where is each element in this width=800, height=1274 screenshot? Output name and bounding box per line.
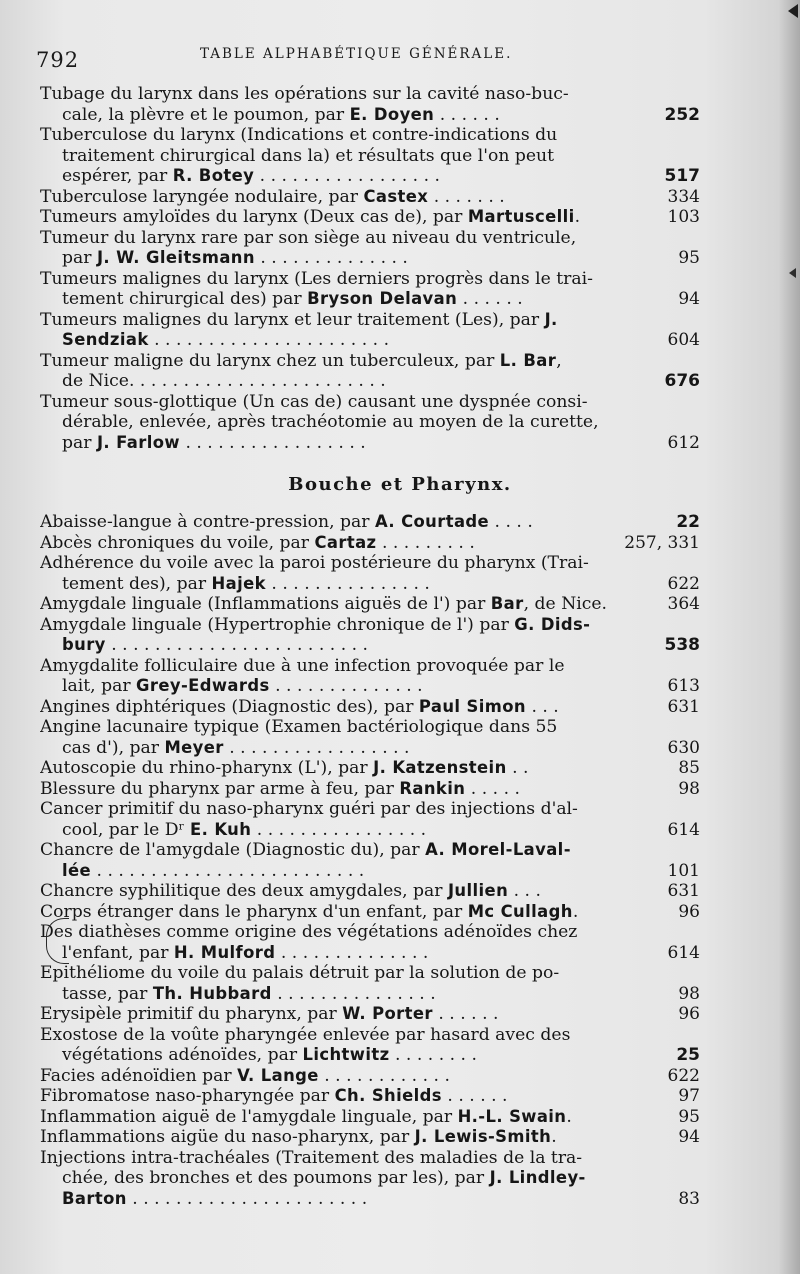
page-reference: 94 — [678, 1127, 700, 1147]
author-name: Sendziak — [62, 330, 149, 349]
entry-line — [40, 269, 720, 290]
entry-line — [40, 656, 720, 677]
author-name: Barton — [62, 1188, 127, 1208]
entry-text: Tumeur sous-glottique (Un cas de) causant une dyspnée consi- — [40, 391, 588, 412]
page-reference: 614 — [667, 942, 700, 963]
author-name: J. W. Gleitsmann — [96, 248, 255, 267]
entry-text: Injections intra-trachéales (Traitement des maladies de la tra- — [40, 1147, 583, 1168]
entry-text: Corps étranger dans le pharynx d'un enfant, par — [40, 901, 468, 922]
entry-text: Tumeur du larynx rare par son siège au niveau du ventricule, — [40, 227, 577, 248]
author-name: R. Botey — [172, 166, 255, 185]
entry-text: . . . . . . . . . . . . . . . . . — [254, 166, 440, 186]
author-name: Th. Hubbard — [152, 983, 272, 1003]
author-name: bury — [62, 635, 106, 654]
page-reference: 631 — [667, 696, 700, 717]
page-edge-mark — [789, 268, 796, 278]
entry-line — [40, 1168, 720, 1189]
entry-line — [40, 922, 720, 943]
page-reference: 630 — [667, 737, 700, 758]
entry-text: Abaisse-langue à contre-pression, par — [40, 512, 375, 532]
entry-text: traitement chirurgical dans la) et résultats que l'on peut — [62, 145, 555, 166]
entry-text: tasse, par — [62, 983, 153, 1004]
author-name: Paul Simon — [418, 696, 526, 716]
page-reference: 334 — [667, 186, 700, 207]
entry-line — [40, 963, 720, 984]
author-name: Bryson Delavan — [307, 289, 458, 308]
entry-text: végétations adénoïdes, par — [62, 1045, 303, 1065]
page-reference: 101 — [667, 860, 700, 881]
entry-text: l'enfant, par — [62, 942, 174, 963]
entry-text: Tuberculose laryngée nodulaire, par — [40, 186, 364, 207]
entry-line — [40, 553, 720, 574]
entry-text: Amygdalite folliculaire due à une infection provoquée par le — [40, 655, 565, 676]
page-reference: 97 — [678, 1086, 700, 1106]
page-reference: 612 — [667, 432, 700, 453]
pencil-bracket-mark — [46, 918, 69, 964]
entry-text: Amygdale linguale (Hypertrophie chronique de l') par — [40, 614, 515, 635]
author-name: Cartaz — [314, 532, 377, 552]
author-name: Lichtwitz — [302, 1045, 390, 1064]
entry-text: . — [566, 1106, 572, 1127]
author-name: lée — [62, 860, 92, 880]
author-name: Ch. Shields — [334, 1086, 442, 1105]
entry-text: . . . . . . . . . . . . . . . . . . . . . . — [148, 330, 390, 350]
author-name: J. Katzenstein — [373, 758, 507, 777]
entry-text: . . . . . . . . — [389, 1045, 477, 1065]
entry-text: cool, par le Dʳ — [62, 819, 191, 840]
author-name: L. Bar — [499, 350, 557, 370]
author-name: Jullien — [447, 881, 509, 900]
author-name: J. Farlow — [96, 432, 180, 452]
running-head: TABLE ALPHABÉTIQUE GÉNÉRALE. — [200, 46, 513, 62]
entry-line — [40, 1025, 720, 1046]
entry-text: . . — [506, 758, 529, 778]
author-name: Hajek — [211, 573, 266, 593]
entry-text: Angine lacunaire typique (Examen bactériologique dans 55 — [40, 717, 558, 737]
entry-line — [40, 412, 720, 433]
entry-text: Chancre syphilitique des deux amygdales, par — [40, 881, 448, 901]
entry-text: Des diathèses comme origine des végétations adénoïdes chez — [40, 922, 578, 942]
page-reference: 631 — [667, 881, 700, 901]
entry-text: lait, par — [62, 676, 137, 696]
entry-text: tement des), par — [62, 573, 212, 594]
author-name: J. — [544, 309, 558, 329]
author-name: E. Kuh — [190, 819, 252, 839]
entry-line — [40, 1148, 720, 1169]
entry-text: . . . . . . — [432, 1004, 499, 1024]
author-name: A. Morel-Laval- — [425, 840, 571, 859]
entry-text: . . . . . . . . . . . . . . . . — [251, 819, 427, 840]
author-name: Meyer — [164, 737, 224, 757]
entry-text: . . . . . . . . . . . . . . . — [271, 983, 436, 1004]
entry-text: Inflammation aiguë de l'amygdale linguale, par — [40, 1106, 458, 1127]
entry-line — [40, 799, 720, 820]
entry-line — [40, 615, 720, 636]
author-name: W. Porter — [342, 1004, 433, 1023]
page-reference: 96 — [678, 901, 700, 922]
entry-text: . . . . . . . . . . . . . . . . . . . . . . . . — [105, 635, 369, 655]
page-number: 792 — [36, 48, 80, 72]
entry-text: Erysipèle primitif du pharynx, par — [40, 1004, 343, 1024]
entry-text: dérable, enlevée, après trachéotomie au moyen de la curette, — [62, 412, 599, 432]
entry-text: Inflammations aigüe du naso-pharynx, par — [40, 1127, 415, 1147]
entry-text: . . . . . . . . . . . . . . . — [265, 573, 430, 594]
author-name: Martuscelli — [467, 207, 575, 226]
entry-text: , de Nice. — [523, 594, 607, 614]
entry-line — [40, 228, 720, 249]
entry-text: . . . . . . . . . . . . . . . . . . . . . . . . . — [91, 860, 365, 881]
page-reference: 622 — [667, 1065, 700, 1086]
page-reference: 85 — [678, 758, 700, 778]
entry-text: . — [551, 1127, 557, 1147]
entry-text: . . . . . . — [457, 289, 523, 309]
author-name: G. Dids- — [514, 614, 591, 634]
author-name: Rankin — [399, 778, 466, 798]
entry-text: . . . . . . . . . . . . . . — [254, 248, 408, 268]
page-reference: 103 — [667, 207, 700, 227]
entry-text: . . . . . . — [434, 104, 500, 125]
entry-text: . . . . . . . . . . . . . . . . . . . . . . — [126, 1188, 368, 1209]
entry-text: Autoscopie du rhino-pharynx (L'), par — [40, 758, 374, 778]
page-reference: 257, 331 — [624, 532, 700, 553]
entry-text: Cancer primitif du naso-pharynx guéri par des injections d'al- — [40, 799, 578, 819]
entry-text: de Nice. . . . . . . . . . . . . . . . . . . . . . . . — [62, 371, 386, 391]
entry-text: cale, la plèvre et le poumon, par — [62, 104, 350, 125]
entry-text: . . . . . — [465, 778, 520, 799]
entry-text: chée, des bronches et des poumons par les), par — [62, 1168, 490, 1188]
entry-text: cas d'), par — [62, 737, 165, 758]
entry-text: Blessure du pharynx par arme à feu, par — [40, 778, 400, 799]
section-heading: Bouche et Pharynx. — [288, 474, 512, 495]
entry-line — [40, 392, 720, 413]
entry-text: Amygdale linguale (Inflammations aiguës de l') par — [40, 594, 491, 614]
author-name: V. Lange — [237, 1065, 319, 1085]
entry-text: Adhérence du voile avec la paroi postérieure du pharynx (Trai- — [40, 553, 589, 573]
author-name: Castex — [363, 186, 429, 206]
author-name: Mc Cullagh — [467, 901, 573, 921]
entry-text: . — [572, 901, 579, 922]
entry-text: Chancre de l'amygdale (Diagnostic du), par — [40, 840, 426, 860]
entry-text: par — [62, 248, 97, 268]
page-reference: 676 — [664, 371, 700, 391]
page-reference: 517 — [664, 166, 700, 186]
author-name: Grey-Edwards — [136, 676, 270, 695]
page-reference: 96 — [678, 1004, 700, 1024]
author-name: Bar — [490, 594, 524, 613]
entry-text: Tumeurs malignes du larynx (Les derniers progrès dans le trai- — [40, 268, 593, 289]
entry-text: Fibromatose naso-pharyngée par — [40, 1086, 335, 1106]
page-reference: 98 — [678, 778, 700, 799]
entry-line — [40, 84, 720, 105]
entry-text: Exostose de la voûte pharyngée enlevée par hasard avec des — [40, 1024, 571, 1045]
page-reference: 364 — [667, 594, 700, 614]
entry-text: Epithéliome du voile du palais détruit par la solution de po- — [40, 963, 560, 983]
entry-text: . . . . — [489, 512, 533, 532]
page-reference: 94 — [678, 289, 700, 309]
author-name: A. Courtade — [374, 512, 490, 531]
page-reference: 25 — [676, 1045, 700, 1065]
entry-text: Abcès chroniques du voile, par — [40, 532, 315, 553]
entry-text: . . . . . . . . . . . . . . . . . — [223, 737, 410, 758]
entry-text: . . . — [508, 881, 541, 901]
page-reference: 95 — [678, 248, 700, 268]
author-name: H. Mulford — [173, 942, 276, 962]
entry-text: Tumeurs amyloïdes du larynx (Deux cas de), par — [40, 207, 468, 227]
entry-text: espérer, par — [62, 166, 173, 186]
entry-text: Tumeurs malignes du larynx et leur traitement (Les), par — [40, 309, 545, 330]
entry-text: Tubage du larynx dans les opérations sur la cavité naso-buc- — [40, 84, 569, 104]
page-reference: 95 — [678, 1106, 700, 1127]
page-reference: 622 — [667, 573, 700, 594]
entry-text: par — [62, 432, 97, 453]
entry-text: . . . . . . . . . . . . . . — [269, 676, 423, 696]
page-reference: 614 — [667, 819, 700, 840]
entry-line — [40, 840, 720, 861]
author-name: H.-L. Swain — [457, 1106, 567, 1126]
entry-line — [40, 717, 720, 738]
page-reference: 613 — [667, 676, 700, 696]
entry-text: . — [574, 207, 581, 227]
page-reference: 252 — [664, 104, 700, 125]
entry-line — [40, 310, 720, 331]
entry-text: Facies adénoïdien par — [40, 1065, 238, 1086]
page-reference: 604 — [667, 330, 700, 350]
author-name: E. Doyen — [349, 104, 435, 124]
entry-text: Tuberculose du larynx (Indications et contre-indications du — [40, 125, 558, 145]
entry-text: tement chirurgical des) par — [62, 289, 308, 309]
page-reference: 538 — [664, 635, 700, 655]
author-name: J. Lewis-Smith — [414, 1127, 552, 1146]
entry-text: . . . — [525, 696, 559, 717]
page-edge-mark — [788, 4, 798, 18]
entry-text: . . . . . . . . . . . . . . . . . — [179, 432, 366, 453]
page-reference: 83 — [678, 1188, 700, 1209]
entry-line — [40, 351, 720, 372]
entry-text: . . . . . . . . . — [376, 532, 475, 553]
author-name: J. Lindley- — [489, 1168, 586, 1187]
entry-text: . . . . . . . . . . . . — [318, 1065, 450, 1086]
entry-text: . . . . . . . . . . . . . . — [275, 942, 429, 963]
entry-text: Tumeur maligne du larynx chez un tuberculeux, par — [40, 350, 500, 371]
entry-text: , — [556, 350, 562, 371]
entry-line — [40, 125, 720, 146]
entry-text: Angines diphtériques (Diagnostic des), par — [40, 696, 419, 717]
entry-text: . . . . . . — [441, 1086, 508, 1106]
page-reference: 98 — [678, 983, 700, 1004]
entry-line — [40, 146, 720, 167]
entry-text: . . . . . . . — [428, 186, 505, 207]
page-reference: 22 — [676, 512, 700, 532]
